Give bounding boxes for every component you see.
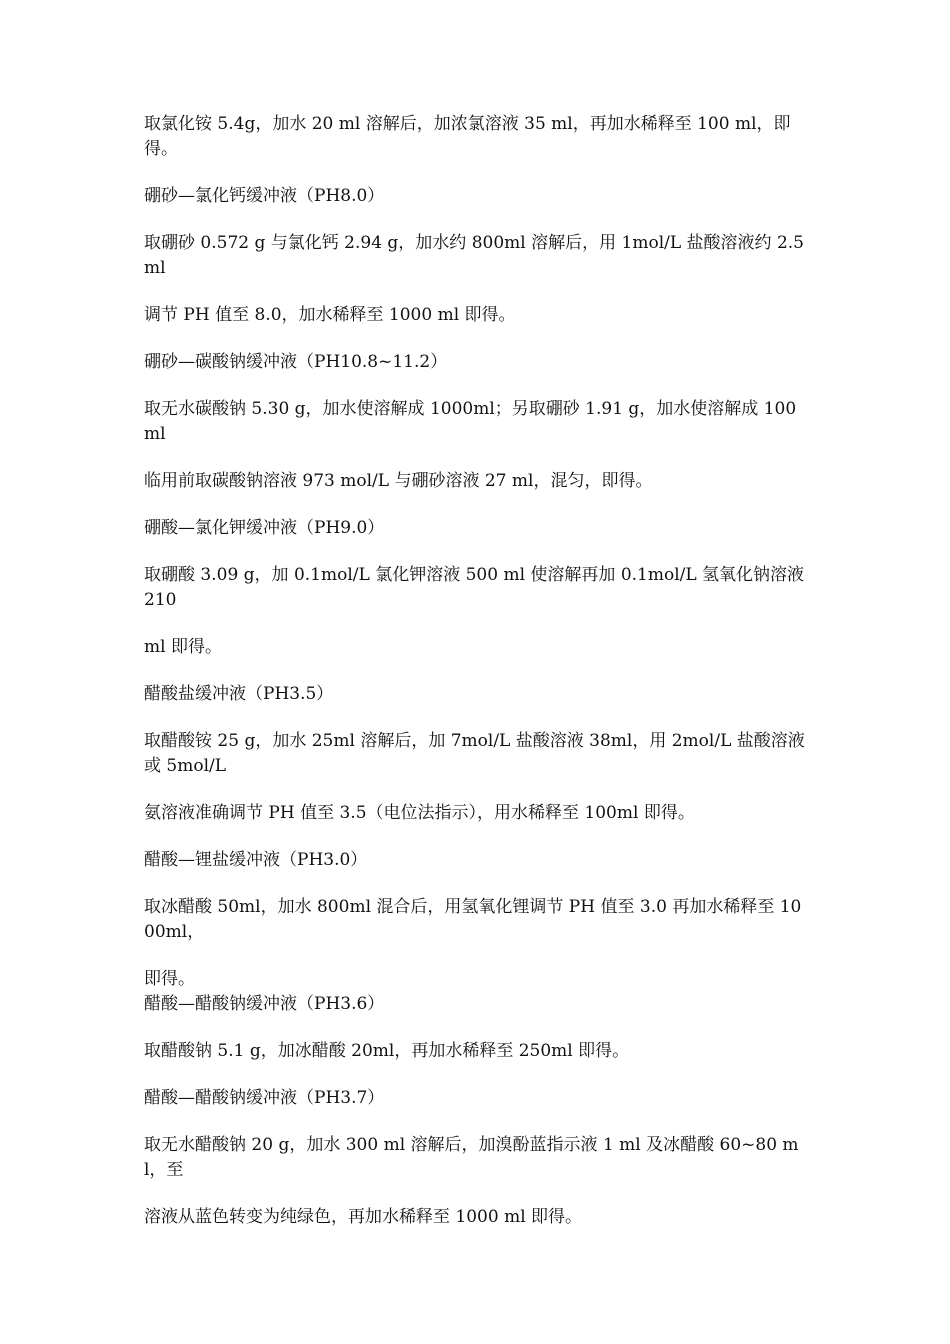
paragraph-acetate-step1: 取醋酸铵 25 g，加水 25ml 溶解后，加 7mol/L 盐酸溶液 38ml，用 2mol/L 盐酸溶液或 5mol/L: [144, 731, 805, 776]
paragraph-borax-carbonate-step1: 取无水碳酸钠 5.30 g，加水使溶解成 1000ml；另取硼砂 1.91 g，加水使溶解成 100 ml: [144, 399, 797, 444]
paragraph-sodium-acetate-3-7-step1: 取无水醋酸钠 20 g，加水 300 ml 溶解后，加溴酚蓝指示液 1 ml 及冰醋酸 60~80 ml，至: [144, 1135, 799, 1180]
paragraph-borax-calcium-step1: 取硼砂 0.572 g 与氯化钙 2.94 g，加水约 800ml 溶解后，用 1mol/L 盐酸溶液约 2.5 ml: [144, 233, 804, 278]
heading-acetic-acid-lithium-buffer: 醋酸—锂盐缓冲液（PH3.0）: [144, 850, 368, 870]
paragraph-lithium-step1: 取冰醋酸 50ml，加水 800ml 混合后，用氢氧化锂调节 PH 值至 3.0 再加水稀释至 1000ml，: [144, 897, 802, 942]
heading-boric-acid-potassium-chloride-buffer: 硼酸—氯化钾缓冲液（PH9.0）: [144, 518, 385, 538]
paragraph-borax-carbonate-step2: 临用前取碳酸钠溶液 973 mol/L 与硼砂溶液 27 ml，混匀，即得。: [144, 471, 653, 491]
paragraph-boric-acid-step1: 取硼酸 3.09 g，加 0.1mol/L 氯化钾溶液 500 ml 使溶解再加 0.1mol/L 氢氧化钠溶液 210: [144, 565, 805, 610]
heading-borax-calcium-chloride-buffer: 硼砂—氯化钙缓冲液（PH8.0）: [144, 186, 385, 206]
paragraph-sodium-acetate-3-7-step2: 溶液从蓝色转变为纯绿色，再加水稀释至 1000 ml 即得。: [144, 1207, 583, 1227]
paragraph-sodium-acetate-3-6: 取醋酸钠 5.1 g，加冰醋酸 20ml，再加水稀释至 250ml 即得。: [144, 1041, 630, 1061]
heading-acetic-acid-sodium-acetate-buffer-3-7: 醋酸—醋酸钠缓冲液（PH3.7）: [144, 1088, 385, 1108]
document-body: [144, 112, 812, 1252]
paragraph-acetate-step2: 氨溶液准确调节 PH 值至 3.5（电位法指示），用水稀释至 100ml 即得。: [144, 803, 695, 823]
paragraph-boric-acid-step2: ml 即得。: [144, 637, 222, 657]
heading-acetate-buffer: 醋酸盐缓冲液（PH3.5）: [144, 684, 334, 704]
paragraph-lithium-step2: 即得。: [144, 969, 195, 989]
heading-borax-sodium-carbonate-buffer: 硼砂—碳酸钠缓冲液（PH10.8~11.2）: [144, 352, 448, 372]
heading-acetic-acid-sodium-acetate-buffer-3-6: 醋酸—醋酸钠缓冲液（PH3.6）: [144, 994, 385, 1014]
paragraph-borax-calcium-step2: 调节 PH 值至 8.0，加水稀释至 1000 ml 即得。: [144, 305, 516, 325]
paragraph-ammonium-chloride-prep: 取氯化铵 5.4g，加水 20 ml 溶解后，加浓氯溶液 35 ml，再加水稀释至 100 ml，即得。: [144, 114, 791, 159]
